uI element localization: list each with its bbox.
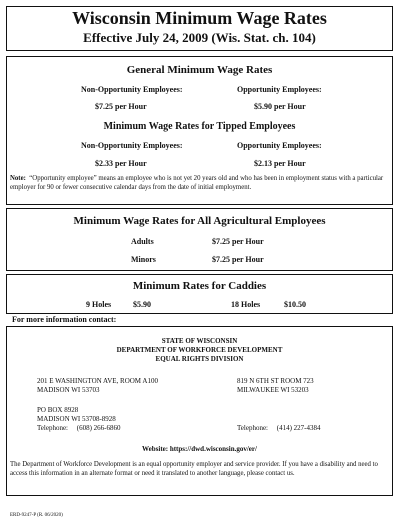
website-link[interactable]: Website: https://dwd.wisconsin.gov/er/ [142,445,257,453]
madison-address-line1: 201 E WASHINGTON AVE, ROOM A100 [37,377,158,385]
adults-rate: $7.25 per Hour [212,237,264,246]
po-box-line2: MADISON WI 53708-8928 [37,415,116,423]
minors-rate: $7.25 per Hour [212,255,264,264]
tipped-opportunity-rate: $2.13 per Hour [254,159,306,168]
state-name: STATE OF WISCONSIN [161,337,238,345]
milwaukee-address-line1: 819 N 6TH ST ROOM 723 [237,377,314,385]
nine-holes-rate: $5.90 [133,300,151,309]
madison-telephone: Telephone: (608) 266-6860 [37,424,121,432]
tipped-non-opportunity-rate: $2.33 per Hour [95,159,147,168]
agricultural-rates-heading: Minimum Wage Rates for All Agricultural Employees [73,215,326,227]
non-opportunity-rate: $7.25 per Hour [95,102,147,111]
caddies-rates-box [6,274,393,314]
department-name: DEPARTMENT OF WORKFORCE DEVELOPMENT [116,346,283,354]
adults-label: Adults [131,237,154,246]
opportunity-rate: $5.90 per Hour [254,102,306,111]
milwaukee-address-line2: MILWAUKEE WI 53203 [237,386,309,394]
nine-holes-label: 9 Holes [86,300,112,309]
eighteen-holes-rate: $10.50 [284,300,306,309]
more-info-label: For more information contact: [12,315,117,324]
agricultural-rates-box [6,208,393,271]
note-text [10,175,389,192]
note-body: “Opportunity employee” means an employee who is not yet 20 years old and who has been in employment status with a particular employer for 90 or fewer consecutive calendar days from the date of initial employment. [10,175,384,191]
note-label: Note: [10,175,26,182]
opportunity-label: Opportunity Employees: [237,85,322,94]
tipped-heading: Minimum Wage Rates for Tipped Employees [103,121,296,132]
madison-address-line2: MADISON WI 53703 [37,386,100,394]
header-box [6,6,393,51]
tipped-non-opportunity-label: Non-Opportunity Employees: [81,141,183,150]
po-box-line1: PO BOX 8928 [37,406,79,414]
general-rates-heading: General Minimum Wage Rates [126,64,273,76]
non-opportunity-label: Non-Opportunity Employees: [81,85,183,94]
page-subtitle: Effective July 24, 2009 (Wis. Stat. ch. 104) [83,30,316,45]
eeo-statement: The Department of Workforce Development is an equal opportunity employer and service provider. If you have a disability and need to access this information in an alternate format or need it translated to another language, please contact us. [10,461,378,477]
tipped-opportunity-label: Opportunity Employees: [237,141,322,150]
eighteen-holes-label: 18 Holes [231,300,261,309]
form-number: ERD-9247-P (R. 06/2020) [10,513,63,518]
page-title: Wisconsin Minimum Wage Rates [72,8,327,28]
milwaukee-telephone: Telephone: (414) 227-4384 [237,424,321,432]
contact-box [6,326,393,496]
minors-label: Minors [131,255,156,264]
division-name: EQUAL RIGHTS DIVISION [155,355,244,363]
caddies-rates-heading: Minimum Rates for Caddies [132,280,267,292]
general-rates-box [6,56,393,205]
